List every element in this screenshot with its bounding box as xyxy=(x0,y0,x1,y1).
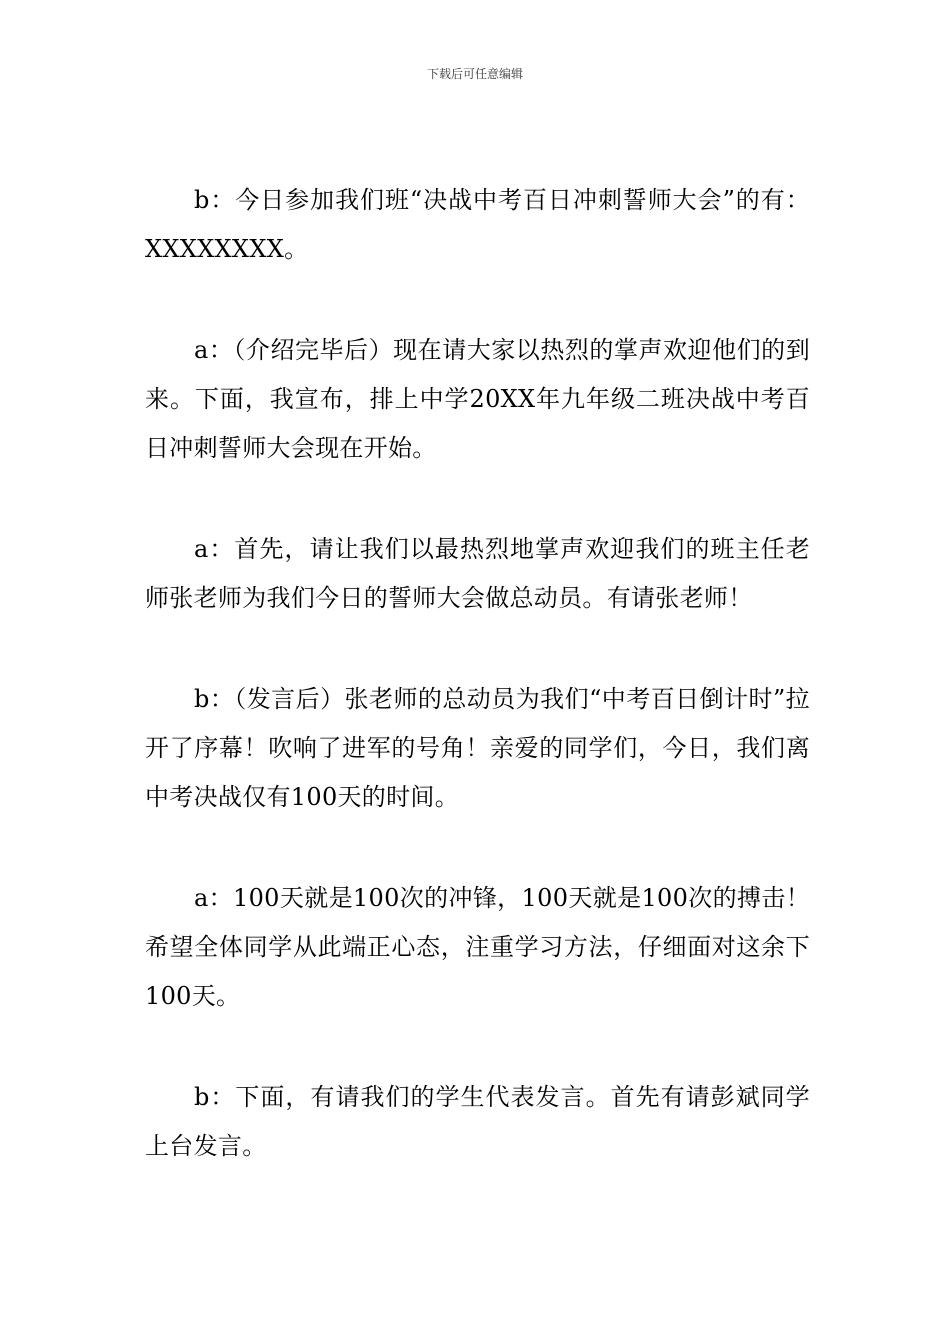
paragraph-4: b：（发言后）张老师的总动员为我们“中考百日倒计时”拉开了序幕！吹响了进军的号角！亲爱的同学们，今日，我们离中考决战仅有100天的时间。 xyxy=(145,685,810,811)
header-note: 下载后可任意编辑 xyxy=(426,67,523,81)
paragraph-6: b：下面，有请我们的学生代表发言。首先有请彭斌同学上台发言。 xyxy=(145,1083,810,1160)
paragraph-1: b：今日参加我们班“决战中考百日冲刺誓师大会”的有：XXXXXXXX。 xyxy=(145,186,810,263)
paragraph-2: a：（介绍完毕后）现在请大家以热烈的掌声欢迎他们的到来。下面，我宣布，排上中学20XX年九年级二班决战中考百日冲刺誓师大会现在开始。 xyxy=(145,336,810,462)
document-body xyxy=(145,176,810,1223)
paragraph-5: a：100天就是100次的冲锋，100天就是100次的搏击！希望全体同学从此端正心态，注重学习方法，仔细面对这余下100天。 xyxy=(145,884,810,1010)
paragraph-3: a：首先，请让我们以最热烈地掌声欢迎我们的班主任老师张老师为我们今日的誓师大会做总动员。有请张老师！ xyxy=(145,535,810,612)
